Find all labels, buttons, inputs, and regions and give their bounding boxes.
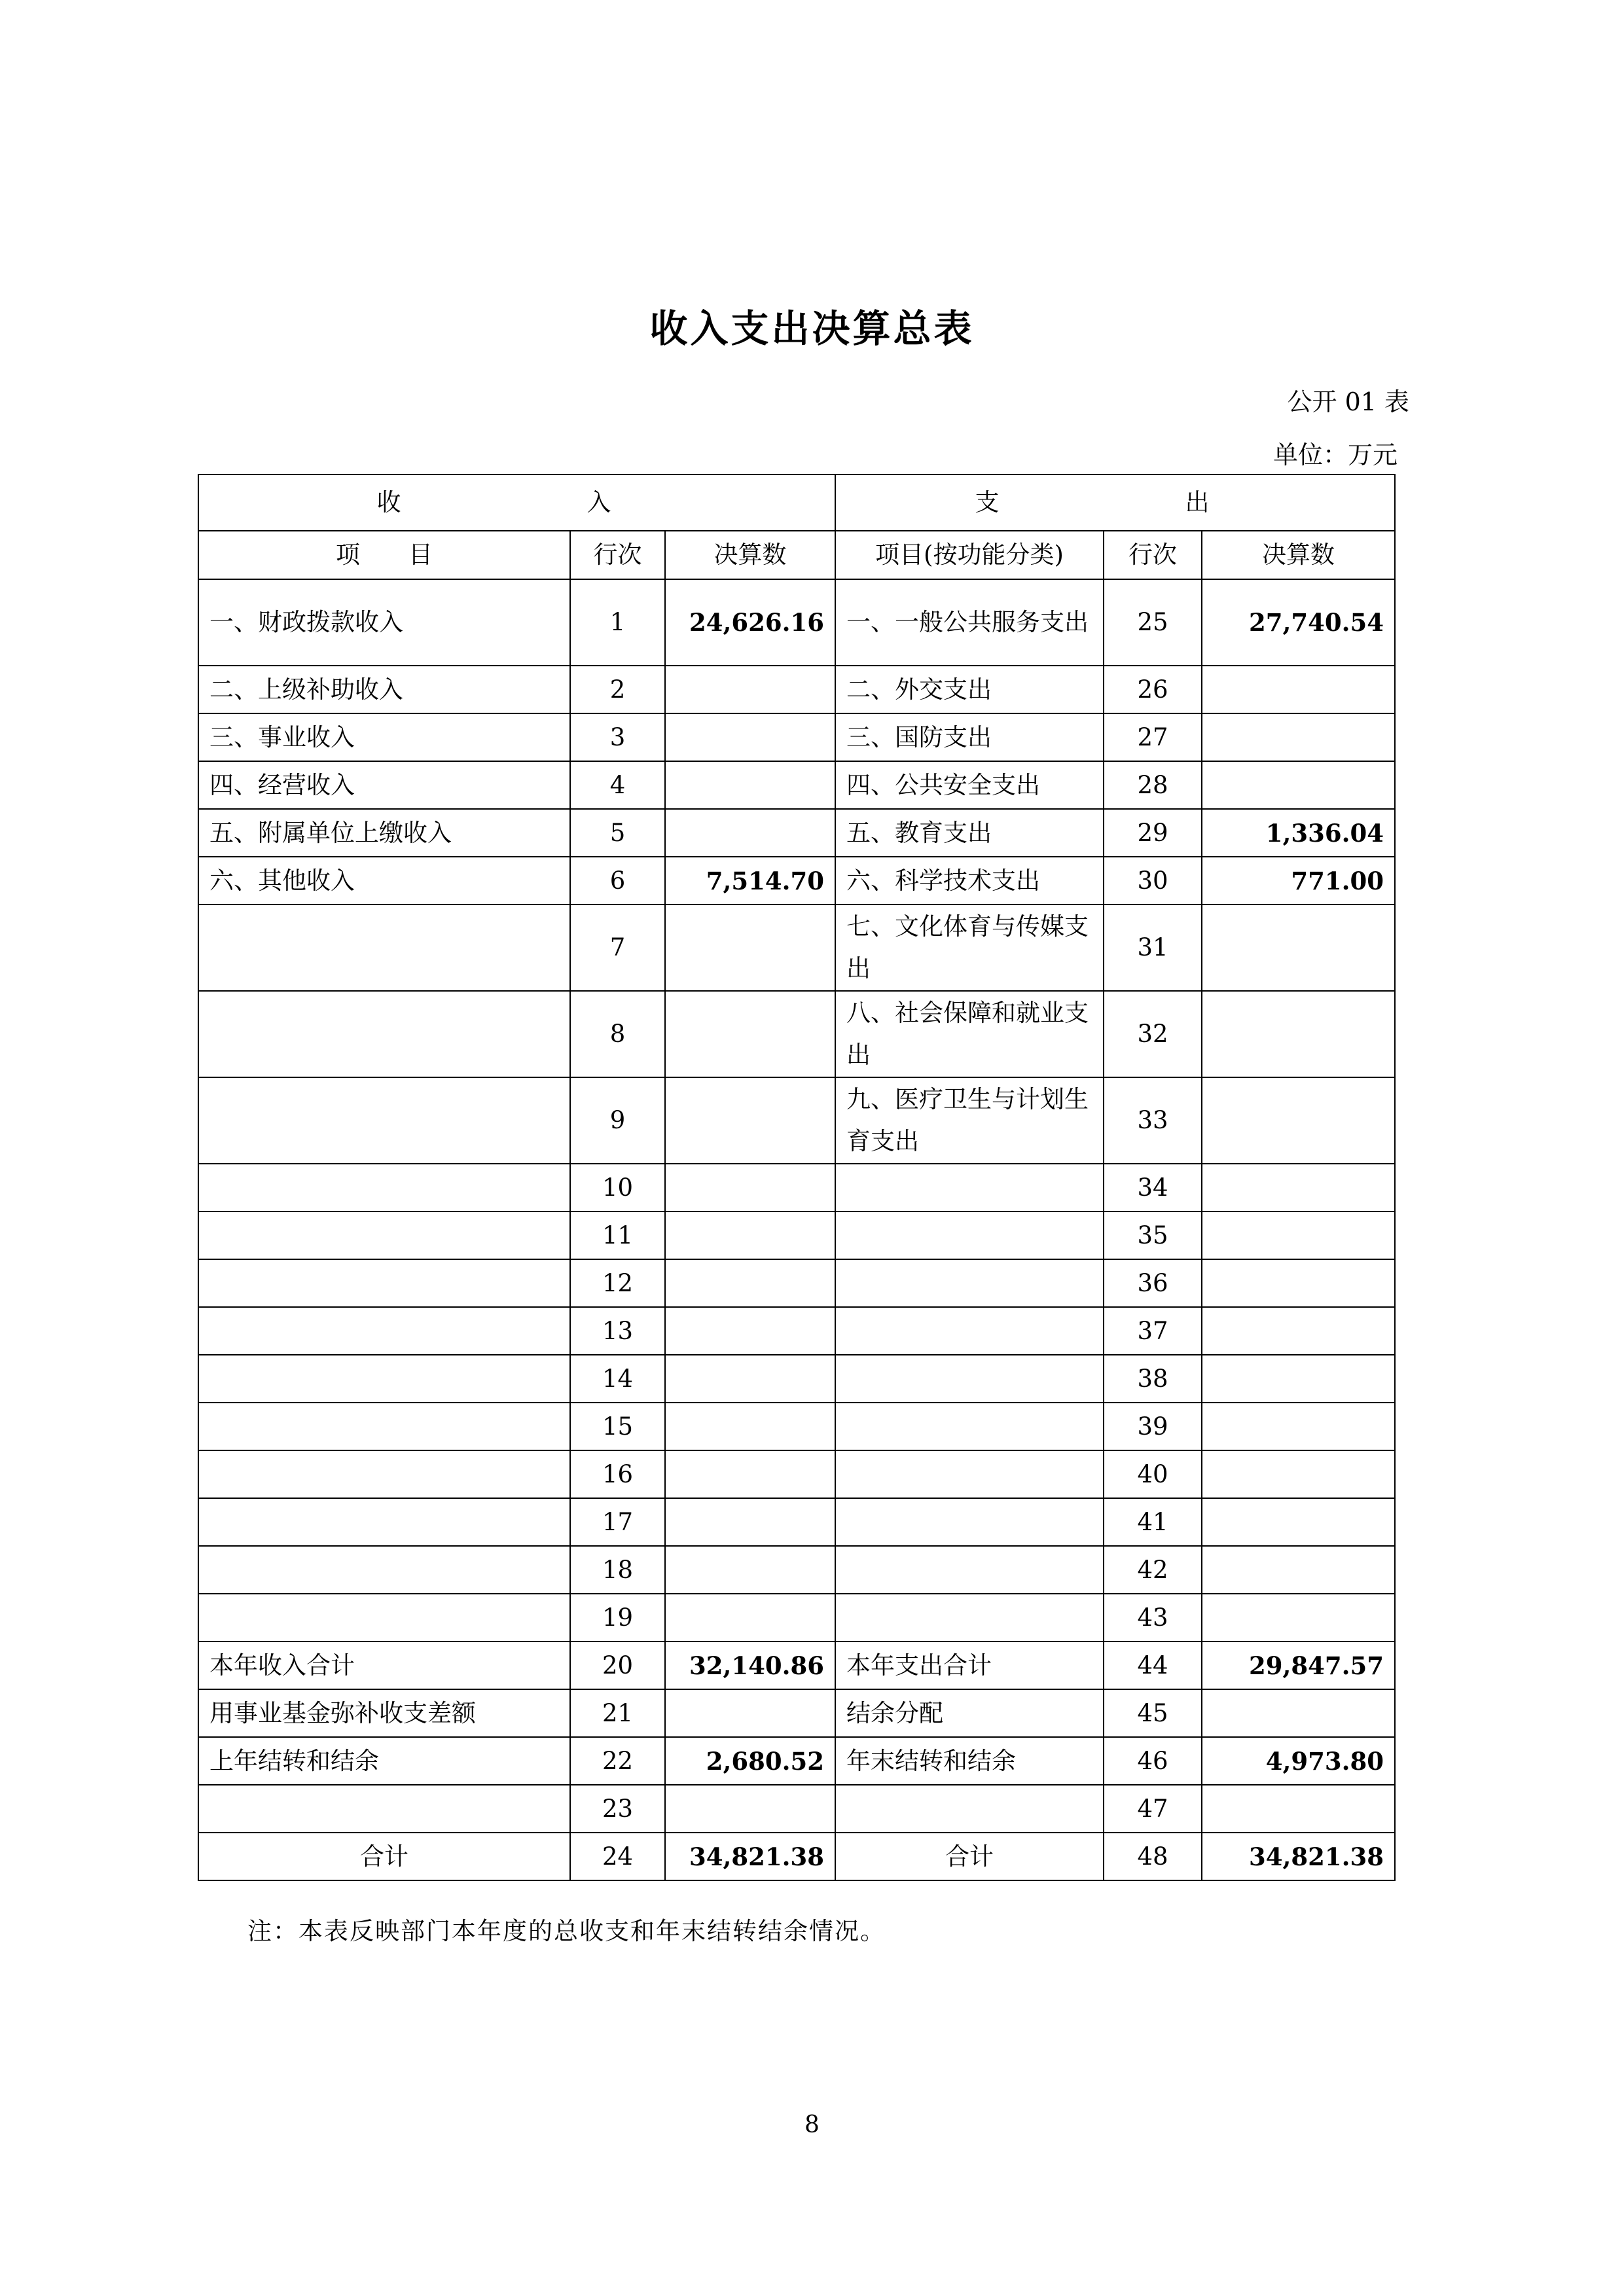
income-amount-cell: 7,514.70 <box>665 857 835 905</box>
expense-amount-cell: 1,336.04 <box>1202 809 1395 857</box>
table-row <box>198 857 1395 905</box>
table-row <box>198 1450 1395 1498</box>
expense-line-cell: 29 <box>1104 809 1202 857</box>
income-line-header: 行次 <box>570 531 665 579</box>
expense-item-cell: 年末结转和结余 <box>835 1737 1104 1785</box>
income-item-cell <box>198 1785 570 1833</box>
income-line-cell: 15 <box>570 1403 665 1450</box>
income-item-cell: 一、财政拨款收入 <box>198 579 570 666</box>
table-row <box>198 1307 1395 1355</box>
income-amount-cell <box>665 809 835 857</box>
income-line-cell: 20 <box>570 1641 665 1689</box>
expense-line-cell: 33 <box>1104 1077 1202 1164</box>
income-line-cell: 19 <box>570 1594 665 1641</box>
income-line-cell: 3 <box>570 713 665 761</box>
income-item-cell: 五、附属单位上缴收入 <box>198 809 570 857</box>
column-header-row <box>198 531 1395 579</box>
income-amount-cell <box>665 1785 835 1833</box>
income-amount-cell <box>665 1077 835 1164</box>
income-line-cell: 22 <box>570 1737 665 1785</box>
expense-amount-cell: 27,740.54 <box>1202 579 1395 666</box>
expense-item-header: 项目(按功能分类) <box>835 531 1104 579</box>
income-line-cell: 8 <box>570 991 665 1077</box>
expense-line-cell: 36 <box>1104 1259 1202 1307</box>
income-line-cell: 1 <box>570 579 665 666</box>
income-line-cell: 5 <box>570 809 665 857</box>
table-row <box>198 1641 1395 1689</box>
income-line-cell: 6 <box>570 857 665 905</box>
expense-amount-cell: 34,821.38 <box>1202 1833 1395 1880</box>
expense-item-cell <box>835 1307 1104 1355</box>
income-line-cell: 24 <box>570 1833 665 1880</box>
table-row <box>198 1355 1395 1403</box>
expense-line-cell: 26 <box>1104 666 1202 713</box>
income-item-cell: 六、其他收入 <box>198 857 570 905</box>
table-row <box>198 761 1395 809</box>
income-amount-cell: 2,680.52 <box>665 1737 835 1785</box>
expense-item-cell <box>835 1403 1104 1450</box>
income-amount-header: 决算数 <box>665 531 835 579</box>
expense-amount-cell <box>1202 666 1395 713</box>
table-row <box>198 1498 1395 1546</box>
table-row <box>198 1403 1395 1450</box>
expense-item-cell: 六、科学技术支出 <box>835 857 1104 905</box>
income-line-cell: 11 <box>570 1211 665 1259</box>
expense-amount-cell <box>1202 1164 1395 1211</box>
expense-amount-cell <box>1202 1211 1395 1259</box>
income-amount-cell <box>665 1594 835 1641</box>
expense-amount-cell <box>1202 991 1395 1077</box>
income-line-cell: 2 <box>570 666 665 713</box>
income-item-cell: 用事业基金弥补收支差额 <box>198 1689 570 1737</box>
income-expense-table <box>198 474 1396 1881</box>
expense-amount-cell <box>1202 1307 1395 1355</box>
expense-line-cell: 32 <box>1104 991 1202 1077</box>
income-item-cell: 本年收入合计 <box>198 1641 570 1689</box>
expense-amount-cell: 771.00 <box>1202 857 1395 905</box>
table-row <box>198 1833 1395 1880</box>
table-row <box>198 1259 1395 1307</box>
income-item-cell <box>198 1077 570 1164</box>
expense-item-cell: 一、一般公共服务支出 <box>835 579 1104 666</box>
income-item-cell: 二、上级补助收入 <box>198 666 570 713</box>
income-line-cell: 14 <box>570 1355 665 1403</box>
table-row <box>198 1737 1395 1785</box>
expense-item-cell <box>835 1785 1104 1833</box>
table-row <box>198 991 1395 1077</box>
expense-amount-cell: 4,973.80 <box>1202 1737 1395 1785</box>
expense-amount-cell <box>1202 713 1395 761</box>
income-line-cell: 21 <box>570 1689 665 1737</box>
expense-item-cell: 本年支出合计 <box>835 1641 1104 1689</box>
expense-item-cell: 七、文化体育与传媒支出 <box>835 905 1104 991</box>
table-row <box>198 1785 1395 1833</box>
expense-line-cell: 37 <box>1104 1307 1202 1355</box>
expense-amount-cell <box>1202 1689 1395 1737</box>
expense-amount-cell <box>1202 1785 1395 1833</box>
expense-line-cell: 31 <box>1104 905 1202 991</box>
expense-item-cell <box>835 1211 1104 1259</box>
income-item-cell <box>198 1403 570 1450</box>
expense-line-cell: 35 <box>1104 1211 1202 1259</box>
expense-line-cell: 44 <box>1104 1641 1202 1689</box>
expense-amount-cell <box>1202 1077 1395 1164</box>
income-amount-cell <box>665 1211 835 1259</box>
income-line-cell: 10 <box>570 1164 665 1211</box>
expense-amount-cell: 29,847.57 <box>1202 1641 1395 1689</box>
expense-item-cell <box>835 1546 1104 1594</box>
table-row <box>198 905 1395 991</box>
table-note: 注：本表反映部门本年度的总收支和年末结转结余情况。 <box>247 1917 886 1945</box>
income-amount-cell <box>665 991 835 1077</box>
income-item-cell: 三、事业收入 <box>198 713 570 761</box>
expense-line-cell: 39 <box>1104 1403 1202 1450</box>
expense-line-cell: 34 <box>1104 1164 1202 1211</box>
expense-line-header: 行次 <box>1104 531 1202 579</box>
income-item-cell <box>198 991 570 1077</box>
expense-item-cell: 五、教育支出 <box>835 809 1104 857</box>
income-amount-cell <box>665 713 835 761</box>
expense-line-cell: 46 <box>1104 1737 1202 1785</box>
expense-line-cell: 25 <box>1104 579 1202 666</box>
table-row <box>198 1164 1395 1211</box>
expense-line-cell: 41 <box>1104 1498 1202 1546</box>
expense-item-cell: 合计 <box>835 1833 1104 1880</box>
expense-amount-cell <box>1202 761 1395 809</box>
expense-item-cell: 结余分配 <box>835 1689 1104 1737</box>
table-row <box>198 1689 1395 1737</box>
income-amount-cell: 34,821.38 <box>665 1833 835 1880</box>
expense-line-cell: 30 <box>1104 857 1202 905</box>
unit-label: 单位：万元 <box>1272 440 1398 469</box>
expense-item-cell <box>835 1259 1104 1307</box>
income-line-cell: 7 <box>570 905 665 991</box>
table-row <box>198 1211 1395 1259</box>
income-amount-cell: 32,140.86 <box>665 1641 835 1689</box>
income-amount-cell <box>665 905 835 991</box>
expense-item-cell: 四、公共安全支出 <box>835 761 1104 809</box>
income-line-cell: 23 <box>570 1785 665 1833</box>
income-amount-cell <box>665 1164 835 1211</box>
expense-line-cell: 48 <box>1104 1833 1202 1880</box>
income-item-cell: 合计 <box>198 1833 570 1880</box>
page-number: 8 <box>804 2111 820 2138</box>
income-item-cell: 上年结转和结余 <box>198 1737 570 1785</box>
income-amount-cell: 24,626.16 <box>665 579 835 666</box>
expense-line-cell: 27 <box>1104 713 1202 761</box>
income-line-cell: 13 <box>570 1307 665 1355</box>
income-item-cell: 四、经营收入 <box>198 761 570 809</box>
income-amount-cell <box>665 1403 835 1450</box>
income-line-cell: 12 <box>570 1259 665 1307</box>
income-item-header: 项 目 <box>198 531 570 579</box>
expense-item-cell: 三、国防支出 <box>835 713 1104 761</box>
expense-line-cell: 45 <box>1104 1689 1202 1737</box>
expense-amount-cell <box>1202 905 1395 991</box>
income-line-cell: 16 <box>570 1450 665 1498</box>
expense-amount-cell <box>1202 1403 1395 1450</box>
income-amount-cell <box>665 666 835 713</box>
section-header-row <box>198 475 1395 531</box>
table-row <box>198 1546 1395 1594</box>
expense-amount-cell <box>1202 1259 1395 1307</box>
income-line-cell: 4 <box>570 761 665 809</box>
page-title: 收入支出决算总表 <box>649 306 975 351</box>
expense-line-cell: 43 <box>1104 1594 1202 1641</box>
expense-amount-cell <box>1202 1450 1395 1498</box>
table-row <box>198 666 1395 713</box>
income-item-cell <box>198 1355 570 1403</box>
income-line-cell: 9 <box>570 1077 665 1164</box>
expense-item-cell: 九、医疗卫生与计划生育支出 <box>835 1077 1104 1164</box>
expense-item-cell <box>835 1164 1104 1211</box>
income-item-cell <box>198 1164 570 1211</box>
table-body <box>198 579 1395 1880</box>
income-amount-cell <box>665 1689 835 1737</box>
expense-amount-cell <box>1202 1498 1395 1546</box>
income-amount-cell <box>665 1498 835 1546</box>
income-section-header: 收 入 <box>198 475 835 531</box>
income-item-cell <box>198 1211 570 1259</box>
expense-item-cell <box>835 1594 1104 1641</box>
income-item-cell <box>198 1307 570 1355</box>
income-item-cell <box>198 905 570 991</box>
expense-amount-cell <box>1202 1355 1395 1403</box>
income-amount-cell <box>665 1307 835 1355</box>
expense-line-cell: 42 <box>1104 1546 1202 1594</box>
expense-item-cell <box>835 1498 1104 1546</box>
income-amount-cell <box>665 1355 835 1403</box>
table-row <box>198 809 1395 857</box>
expense-item-cell: 八、社会保障和就业支出 <box>835 991 1104 1077</box>
income-amount-cell <box>665 761 835 809</box>
expense-amount-cell <box>1202 1594 1395 1641</box>
expense-line-cell: 28 <box>1104 761 1202 809</box>
table-row <box>198 1077 1395 1164</box>
form-number: 公开 01 表 <box>1287 387 1409 416</box>
expense-section-header: 支 出 <box>835 475 1395 531</box>
expense-amount-header: 决算数 <box>1202 531 1395 579</box>
expense-line-cell: 40 <box>1104 1450 1202 1498</box>
income-line-cell: 17 <box>570 1498 665 1546</box>
table-row <box>198 713 1395 761</box>
income-amount-cell <box>665 1546 835 1594</box>
expense-amount-cell <box>1202 1546 1395 1594</box>
income-item-cell <box>198 1259 570 1307</box>
income-line-cell: 18 <box>570 1546 665 1594</box>
income-amount-cell <box>665 1259 835 1307</box>
income-amount-cell <box>665 1450 835 1498</box>
table-row <box>198 1594 1395 1641</box>
income-item-cell <box>198 1594 570 1641</box>
expense-item-cell <box>835 1450 1104 1498</box>
income-item-cell <box>198 1498 570 1546</box>
expense-line-cell: 47 <box>1104 1785 1202 1833</box>
expense-line-cell: 38 <box>1104 1355 1202 1403</box>
expense-item-cell: 二、外交支出 <box>835 666 1104 713</box>
income-item-cell <box>198 1450 570 1498</box>
table-row <box>198 579 1395 666</box>
income-item-cell <box>198 1546 570 1594</box>
expense-item-cell <box>835 1355 1104 1403</box>
